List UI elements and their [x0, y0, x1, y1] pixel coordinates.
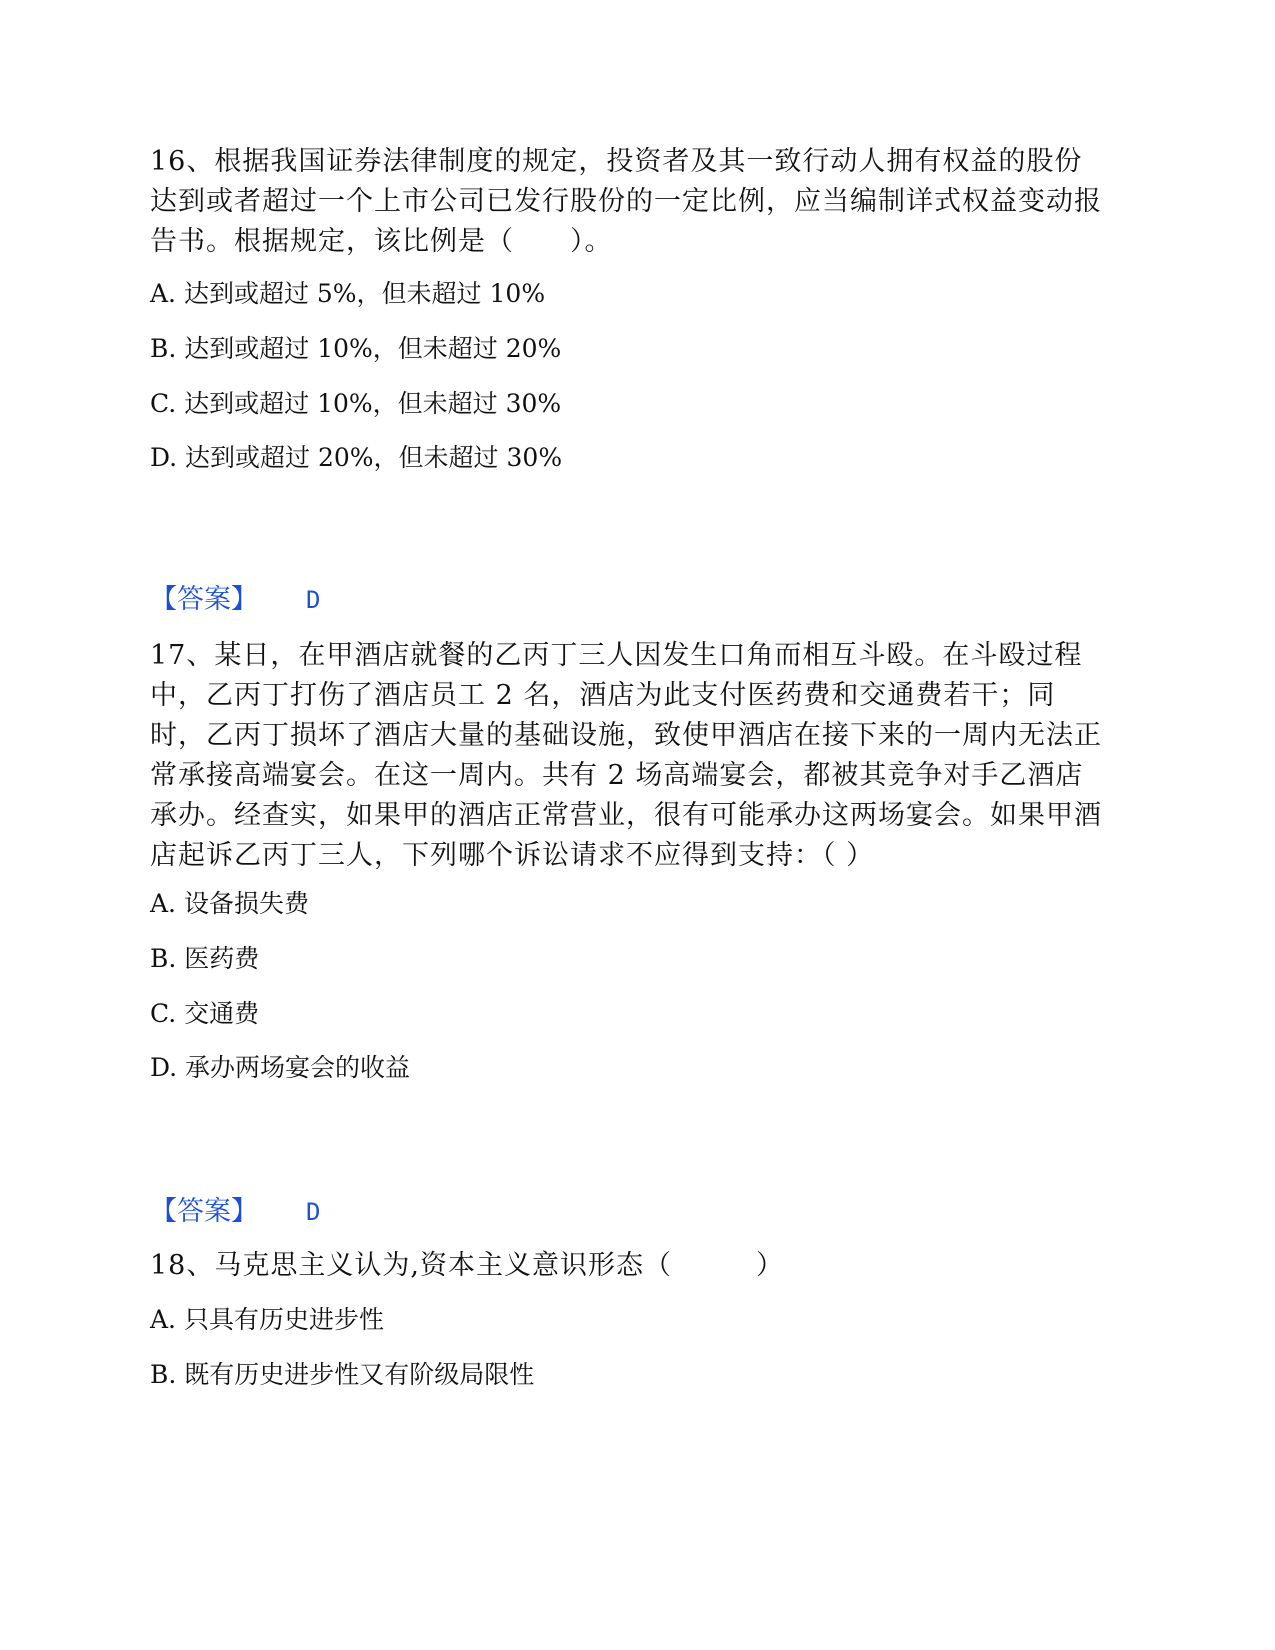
question-17 — [150, 636, 1110, 1082]
question-17-option-b: B. 医药费 — [150, 944, 260, 973]
question-17-option-d: D. 承办两场宴会的收益 — [150, 1053, 411, 1082]
answer-label: 【答案】 — [150, 1196, 258, 1227]
question-17-stem: 17、某日，在甲酒店就餐的乙丙丁三人因发生口角而相互斗殴。在斗殴过程中，乙丙丁打伤了酒店员工 2 名，酒店为此支付医药费和交通费若干；同时，乙丙丁损坏了酒店大量的基础设施，致使甲酒店在接下来的一周内无法正常承接高端宴会。在这一周内。共有 2 场高端宴会，都被其竞争对手乙酒店承办。经查实，如果甲的酒店正常营业，很有可能承办这两场宴会。如果甲酒店起诉乙丙丁三人，下列哪个诉讼请求不应得到支持：（ ） — [150, 640, 1102, 871]
question-18-stem: 18、马克思主义认为,资本主义意识形态（ ） — [150, 1250, 784, 1281]
answer-value: D — [306, 1198, 321, 1226]
question-18-option-a: A. 只具有历史进步性 — [150, 1305, 384, 1334]
question-18 — [150, 1246, 1110, 1389]
question-16 — [150, 142, 1110, 472]
question-18-option-b: B. 既有历史进步性又有阶级局限性 — [150, 1360, 535, 1389]
question-16-option-b: B. 达到或超过 10%，但未超过 20% — [150, 334, 562, 363]
question-16-stem: 16、根据我国证券法律制度的规定，投资者及其一致行动人拥有权益的股份达到或者超过一个上市公司已发行股份的一定比例，应当编制详式权益变动报告书。根据规定，该比例是（ ）。 — [150, 146, 1102, 257]
question-16-option-a: A. 达到或超过 5%，但未超过 10% — [150, 279, 546, 308]
question-17-option-c: C. 交通费 — [150, 999, 260, 1028]
answer-label: 【答案】 — [150, 584, 258, 615]
question-17-option-a: A. 设备损失费 — [150, 889, 309, 918]
question-16-option-c: C. 达到或超过 10%，但未超过 30% — [150, 389, 562, 418]
answer-value: D — [306, 586, 321, 614]
question-17-answer — [150, 1192, 320, 1232]
question-16-answer — [150, 580, 320, 620]
question-16-option-d: D. 达到或超过 20%，但未超过 30% — [150, 443, 563, 472]
